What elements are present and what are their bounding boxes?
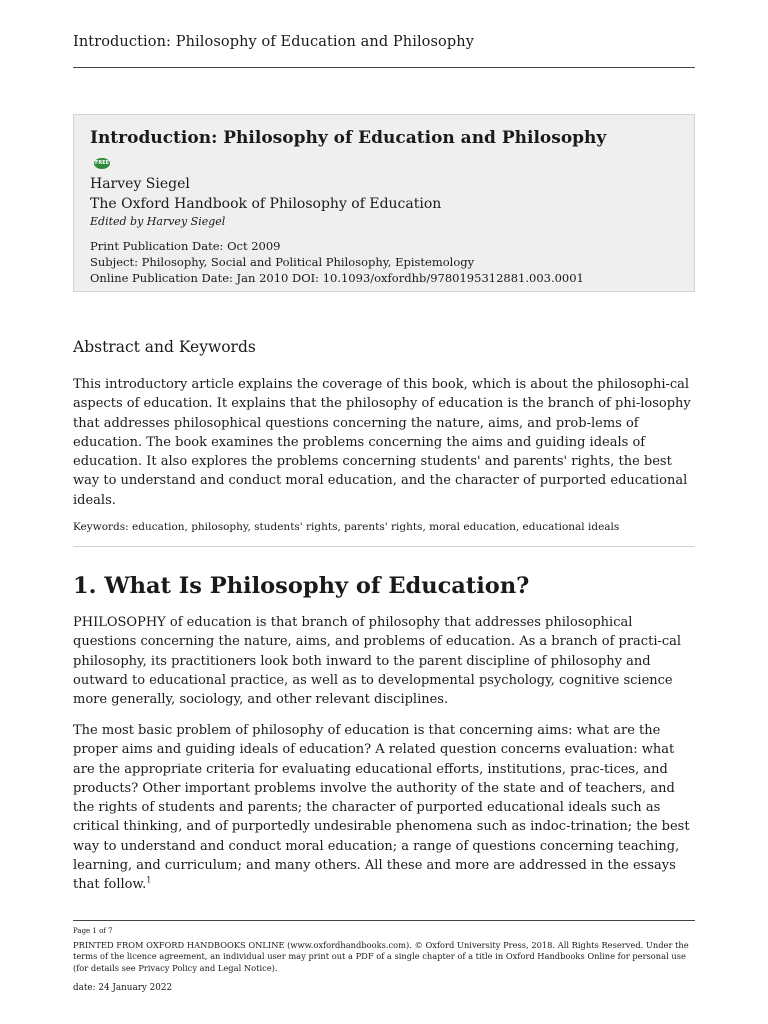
body-paragraph-2-text: The most basic problem of philosophy of education is that concerning aims: what are the proper aims and guiding ideals of education? A related question concerns evaluation: what are the appropriate criteria for evaluating educational efforts, institutions, prac-tices, and products? Other important problems involve the authority of the state and of teachers, and the rights of students and parents; the character of purported educational ideals such as critical thinking, and of purportedly undesirable phenomena such as indoc-trination; the best way to understand and conduct moral education; a range of questions concerning teaching, learning, and curriculum; and many others. All these and more are addressed in the essays that follow. bbox=[73, 723, 690, 893]
footer-divider bbox=[73, 920, 695, 921]
copyright-notice: PRINTED FROM OXFORD HANDBOOKS ONLINE (www.oxfordhandbooks.com). © Oxford University Press, 2018. All Rights Reserved. Under the terms of the licence agreement, an individual user may print out a PDF of a single chapter of a title in Oxford Handbooks Online for personal use (for details see Privacy Policy and Legal Notice). bbox=[73, 940, 689, 973]
access-date: date: 24 January 2022 bbox=[73, 983, 173, 993]
body-paragraph-1: PHILOSOPHY of education is that branch of philosophy that addresses philosophical questions concerning the nature, aims, and problems of education. As a branch of practi-cal philosophy, its practitioners look both inward to the parent discipline of philosophy and outward to educational practice, as well as to developmental psychology, cognitive science more generally, sociology, and other relevant disciplines. bbox=[73, 615, 682, 708]
abstract-heading: Abstract and Keywords bbox=[73, 338, 256, 356]
abstract-text: This introductory article explains the coverage of this book, which is about the philosophi-cal aspects of education. It explains that the philosophy of education is the branch of phi-losophy that addresses philosophical questions concerning the nature, aims, and prob-lems of education. The book examines the problems concerning the aims and guiding ideals of education. It also explores the problems concerning students' and parents' rights, the best way to understand and conduct moral education, and the character of purported educational ideals. bbox=[73, 377, 691, 508]
online-publication-doi: Online Publication Date: Jan 2010 DOI: 10.1093/oxfordhb/9780195312881.003.0001 bbox=[90, 271, 584, 285]
chapter-title: Introduction: Philosophy of Education and Philosophy bbox=[90, 128, 607, 148]
editor-credit: Edited by Harvey Siegel bbox=[90, 215, 226, 228]
footnote-reference[interactable]: 1 bbox=[146, 876, 152, 886]
chapter-metadata-box bbox=[73, 114, 695, 292]
header-divider bbox=[73, 67, 695, 68]
free-access-badge: FREE bbox=[94, 158, 110, 169]
book-title-link[interactable]: The Oxford Handbook of Philosophy of Education bbox=[90, 196, 442, 212]
author-link[interactable]: Harvey Siegel bbox=[90, 176, 190, 192]
keywords-divider bbox=[73, 546, 695, 547]
subject-line: Subject: Philosophy, Social and Political Philosophy, Epistemology bbox=[90, 255, 475, 269]
section-heading: 1. What Is Philosophy of Education? bbox=[73, 573, 530, 599]
keywords-line: Keywords: education, philosophy, students' rights, parents' rights, moral education, educational ideals bbox=[73, 521, 620, 533]
publication-details bbox=[90, 238, 678, 286]
page-number: Page 1 of 7 bbox=[73, 927, 113, 935]
body-paragraph-2 bbox=[73, 721, 695, 895]
running-head: Introduction: Philosophy of Education and Philosophy bbox=[73, 34, 474, 50]
print-publication-date: Print Publication Date: Oct 2009 bbox=[90, 239, 281, 253]
